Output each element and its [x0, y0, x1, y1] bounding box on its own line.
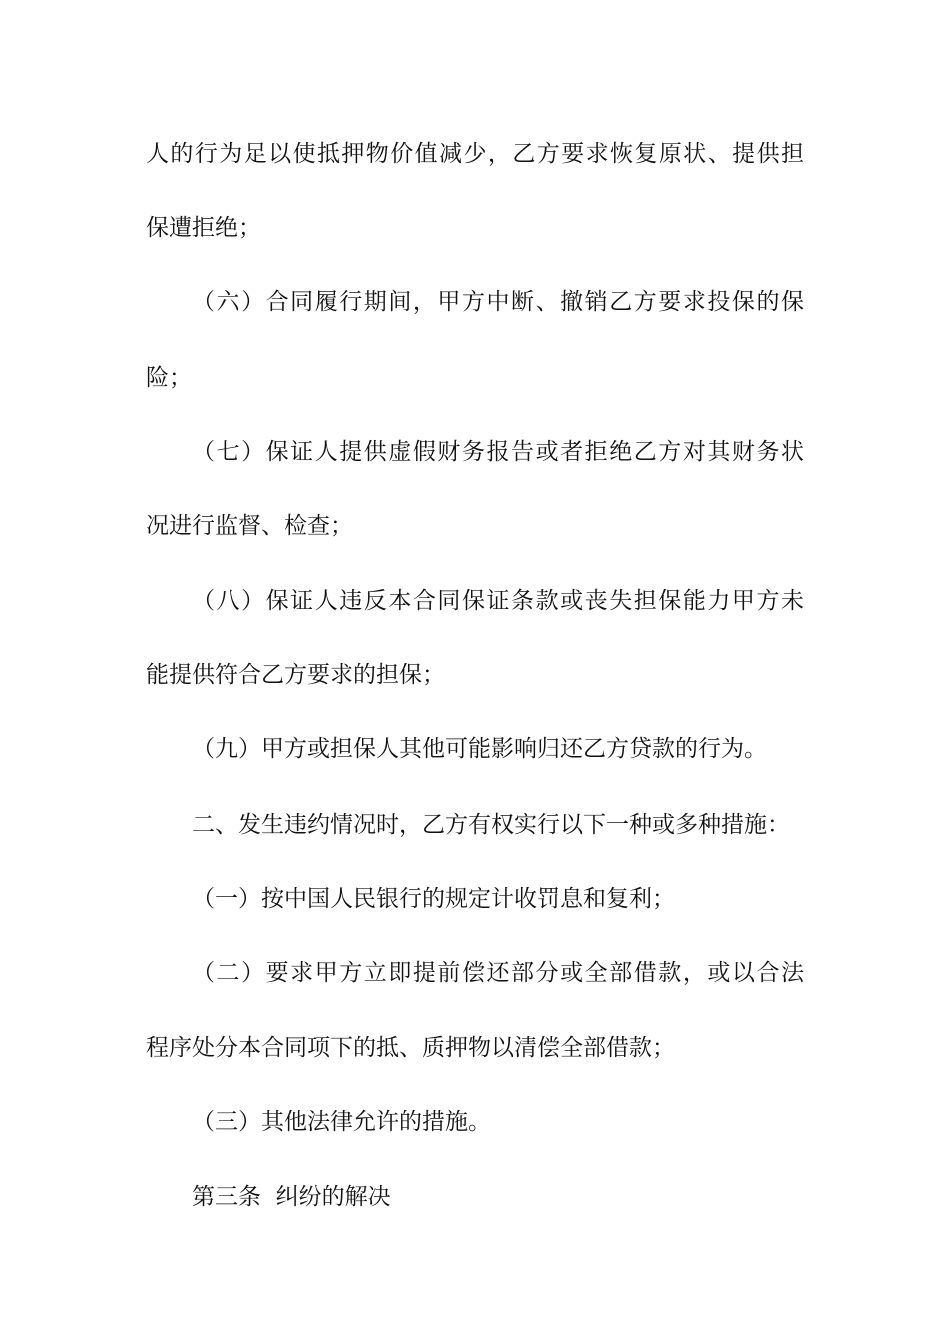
text-line-10: 二、发生违约情况时，乙方有权实行以下一种或多种措施：	[192, 812, 790, 838]
text-line-8: 能提供符合乙方要求的担保；	[146, 662, 445, 688]
text-line-4: 险；	[146, 365, 192, 391]
text-line-9: （九）甲方或担保人其他可能影响归还乙方贷款的行为。	[192, 736, 767, 762]
text-line-7: （八）保证人违反本合同保证条款或丧失担保能力甲方未	[192, 588, 804, 614]
text-line-1: 人的行为足以使抵押物价值减少，乙方要求恢复原状、提供担	[146, 141, 804, 167]
text-line-2: 保遭拒绝；	[146, 215, 261, 241]
text-line-5: （七）保证人提供虚假财务报告或者拒绝乙方对其财务状	[192, 439, 804, 465]
text-line-11: （一）按中国人民银行的规定计收罚息和复利；	[192, 886, 675, 912]
text-line-6: 况进行监督、检查；	[146, 513, 353, 539]
text-line-14: （三）其他法律允许的措施。	[192, 1109, 491, 1135]
text-line-13: 程序处分本合同项下的抵、质押物以清偿全部借款；	[146, 1035, 675, 1061]
article-heading: 第三条 纠纷的解决	[192, 1184, 391, 1210]
text-line-3: （六）合同履行期间，甲方中断、撤销乙方要求投保的保	[192, 289, 804, 315]
text-line-12: （二）要求甲方立即提前偿还部分或全部借款，或以合法	[192, 960, 804, 986]
